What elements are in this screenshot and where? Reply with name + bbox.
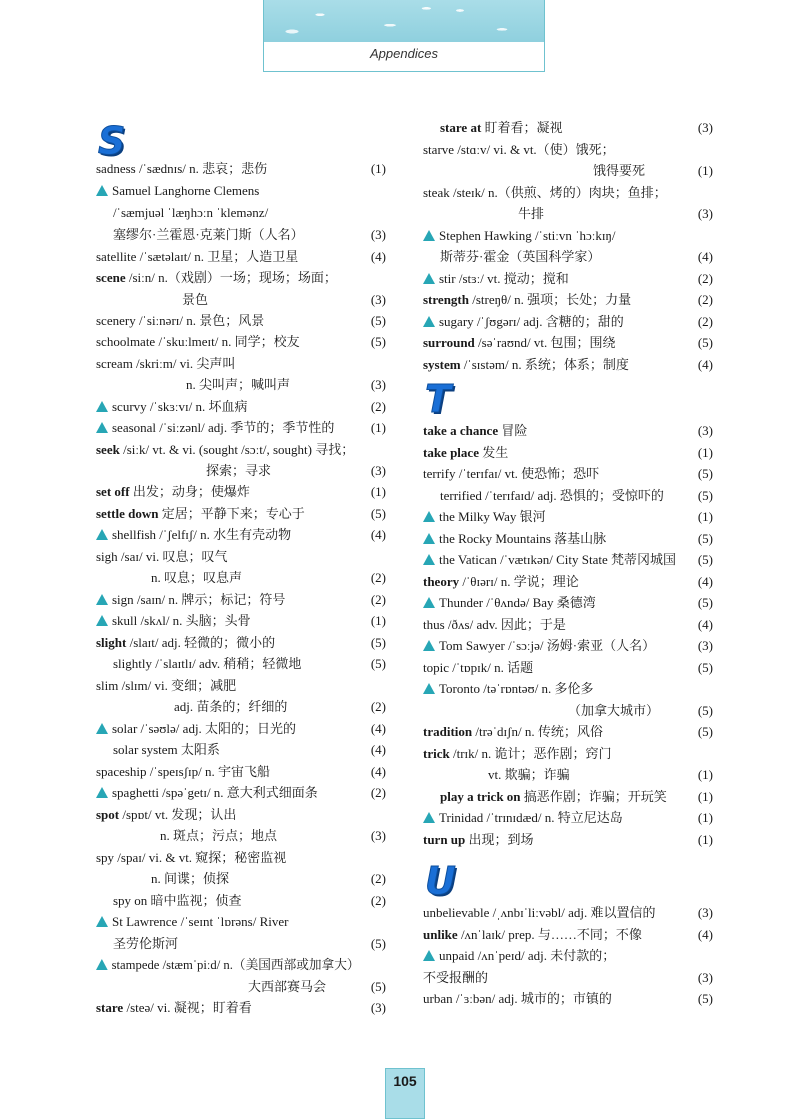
entry-text: spaghetti /spəˈgetɪ/ n. 意大利式细面条 xyxy=(96,782,318,803)
unit-number: (2) xyxy=(370,893,386,908)
glossary-entry xyxy=(96,804,386,825)
entry-text: spaceship /ˈspeɪsʃɪp/ n. 宇宙飞船 xyxy=(96,764,271,779)
entry-text: vt. 欺骗；诈骗 xyxy=(488,767,570,782)
new-word-triangle-icon xyxy=(423,316,435,327)
new-word-triangle-icon xyxy=(96,529,108,540)
glossary-entry xyxy=(423,182,713,203)
new-word-triangle-icon xyxy=(423,950,435,961)
unit-number: (5) xyxy=(370,979,386,994)
new-word-triangle-icon xyxy=(96,401,108,412)
glossary-entry xyxy=(96,310,386,331)
unit-number: (5) xyxy=(697,531,713,546)
unit-number: (1) xyxy=(370,420,386,435)
entry-text: sadness /ˈsædnɪs/ n. 悲哀；悲伤 xyxy=(96,161,268,176)
unit-number: (5) xyxy=(697,488,713,503)
entry-text: spy /spaɪ/ vi. & vt. 窥探；秘密监视 xyxy=(96,850,287,865)
unit-number: (1) xyxy=(697,163,713,178)
unit-number: (2) xyxy=(370,592,386,607)
unit-number: (2) xyxy=(697,292,713,307)
entry-text: spot /spɒt/ vt. 发现；认出 xyxy=(96,807,237,822)
entry-text: thus /ðʌs/ adv. 因此；于是 xyxy=(423,617,566,632)
unit-number: (2) xyxy=(370,871,386,886)
entry-text: 牛排 xyxy=(518,206,545,221)
entry-text: play a trick on 搞恶作剧；诈骗；开玩笑 xyxy=(440,789,667,804)
entry-text: satellite /ˈsætəlaɪt/ n. 卫星；人造卫星 xyxy=(96,249,299,264)
entry-text: slightly /ˈslaɪtlɪ/ adv. 稍稍；轻微地 xyxy=(113,656,302,671)
glossary-entry xyxy=(96,911,386,932)
entry-text: shellfish /ˈʃelfɪʃ/ n. 水生有壳动物 xyxy=(96,524,291,545)
glossary-entry xyxy=(423,354,713,375)
entry-text: terrified /ˈterɪfaɪd/ adj. 恐惧的；受惊吓的 xyxy=(440,488,664,503)
entry-text: take a chance 冒险 xyxy=(423,423,528,438)
glossary-entry xyxy=(96,353,386,374)
unit-number: (2) xyxy=(370,399,386,414)
glossary-entry xyxy=(96,417,386,438)
letter-heading-t: T xyxy=(425,377,451,421)
entry-text: scene /siːn/ n.（戏剧）一场；现场；场面； xyxy=(96,270,337,285)
glossary-entry xyxy=(423,485,713,506)
unit-number: (4) xyxy=(370,742,386,757)
new-word-triangle-icon xyxy=(423,640,435,651)
entry-text: trick /trɪk/ n. 诡计；恶作剧；窍门 xyxy=(423,746,612,761)
glossary-entry xyxy=(96,825,386,846)
entry-text: starve /stɑːv/ vi. & vt.（使）饿死； xyxy=(423,142,615,157)
glossary-entry xyxy=(96,158,386,179)
entry-text: theory /ˈθɪərɪ/ n. 学说；理论 xyxy=(423,574,579,589)
entry-text: set off 出发；动身；使爆炸 xyxy=(96,484,250,499)
glossary-entry xyxy=(96,696,386,717)
glossary-entry xyxy=(423,225,713,246)
entry-text: stare /steə/ vi. 凝视；盯着看 xyxy=(96,1000,252,1015)
unit-number: (4) xyxy=(370,527,386,542)
entry-text: Toronto /təˈrɒntəʊ/ n. 多伦多 xyxy=(423,678,594,699)
unit-number: (2) xyxy=(370,699,386,714)
glossary-entry xyxy=(423,614,713,635)
entry-text: stare at 盯着看；凝视 xyxy=(440,120,563,135)
unit-number: (3) xyxy=(697,206,713,221)
glossary-entry xyxy=(96,976,386,997)
unit-number: (4) xyxy=(697,617,713,632)
unit-number: (1) xyxy=(697,445,713,460)
glossary-entry xyxy=(96,331,386,352)
unit-number: (5) xyxy=(370,656,386,671)
glossary-entry xyxy=(96,180,386,201)
entry-text: adj. 苗条的；纤细的 xyxy=(174,699,288,714)
entry-text: Thunder /ˈθʌndə/ Bay 桑德湾 xyxy=(423,592,596,613)
glossary-entry xyxy=(423,246,713,267)
glossary-entry xyxy=(423,139,713,160)
unit-number: (1) xyxy=(697,509,713,524)
unit-number: (5) xyxy=(697,552,713,567)
new-word-triangle-icon xyxy=(96,422,108,433)
entry-text: take place 发生 xyxy=(423,445,509,460)
glossary-entry xyxy=(423,721,713,742)
glossary-entry xyxy=(96,782,386,803)
glossary-entry xyxy=(96,267,386,288)
unit-number: (3) xyxy=(370,227,386,242)
entry-text: 饿得要死 xyxy=(593,163,646,178)
glossary-entry xyxy=(96,546,386,567)
glossary-entry xyxy=(96,439,386,460)
entry-text: solar system 太阳系 xyxy=(113,742,220,757)
glossary-entry xyxy=(96,246,386,267)
glossary-entry xyxy=(423,506,713,527)
entry-text: seasonal /ˈsiːzənl/ adj. 季节的；季节性的 xyxy=(96,417,334,438)
entry-text: the Milky Way 银河 xyxy=(423,506,546,527)
unit-number: (5) xyxy=(697,991,713,1006)
unit-number: (1) xyxy=(370,613,386,628)
glossary-entry xyxy=(96,610,386,631)
new-word-triangle-icon xyxy=(423,533,435,544)
unit-number: (4) xyxy=(697,357,713,372)
entry-text: slim /slɪm/ vi. 变细；减肥 xyxy=(96,678,237,693)
glossary-entry xyxy=(423,528,713,549)
unit-number: (4) xyxy=(370,764,386,779)
entry-text: strength /streŋθ/ n. 强项；长处；力量 xyxy=(423,292,632,307)
entry-text: unbelievable /ˌʌnbɪˈliːvəbl/ adj. 难以置信的 xyxy=(423,905,656,920)
glossary-entry xyxy=(96,675,386,696)
glossary-entry xyxy=(96,890,386,911)
unit-number: (5) xyxy=(697,595,713,610)
entry-text: skull /skʌl/ n. 头脑；头骨 xyxy=(96,610,251,631)
new-word-triangle-icon xyxy=(423,230,435,241)
entry-text: the Rocky Mountains 落基山脉 xyxy=(423,528,606,549)
unit-number: (5) xyxy=(370,936,386,951)
entry-text: solar /ˈsəʊlə/ adj. 太阳的；日光的 xyxy=(96,718,296,739)
unit-number: (3) xyxy=(370,377,386,392)
section-title: Appendices xyxy=(370,46,438,61)
glossary-entry xyxy=(423,678,713,699)
unit-number: (3) xyxy=(697,970,713,985)
new-word-triangle-icon xyxy=(96,615,108,626)
entry-text: seek /siːk/ vt. & vi. (sought /sɔːt/, sought) 寻找； xyxy=(96,442,355,457)
glossary-entry xyxy=(96,224,386,245)
unit-number: (4) xyxy=(697,927,713,942)
unit-number: (3) xyxy=(697,120,713,135)
unit-number: (5) xyxy=(370,313,386,328)
entry-text: /ˈsæmjuəl ˈlæŋhɔːn ˈklemənz/ xyxy=(113,205,269,220)
glossary-entry xyxy=(423,332,713,353)
glossary-entry xyxy=(423,635,713,656)
glossary-entry xyxy=(423,117,713,138)
header-decoration xyxy=(264,0,544,42)
glossary-entry xyxy=(96,289,386,310)
glossary-entry xyxy=(423,442,713,463)
unit-number: (4) xyxy=(697,574,713,589)
glossary-entry xyxy=(423,203,713,224)
glossary-entry xyxy=(96,481,386,502)
entry-text: （加拿大城市） xyxy=(568,703,660,718)
glossary-entry xyxy=(96,202,386,223)
glossary-entry xyxy=(96,374,386,395)
unit-number: (1) xyxy=(370,484,386,499)
entry-text: n. 尖叫声；喊叫声 xyxy=(186,377,291,392)
entry-text: settle down 定居；平静下来；专心于 xyxy=(96,506,305,521)
glossary-entry xyxy=(423,764,713,785)
entry-text: urban /ˈɜːbən/ adj. 城市的；市镇的 xyxy=(423,991,612,1006)
unit-number: (4) xyxy=(370,721,386,736)
letter-heading-s: S xyxy=(98,119,126,163)
entry-text: unlike /ʌnˈlaɪk/ prep. 与……不同；不像 xyxy=(423,927,642,942)
entry-text: turn up 出现；到场 xyxy=(423,832,534,847)
unit-number: (1) xyxy=(697,810,713,825)
entry-text: the Vatican /ˈvætɪkən/ City State 梵蒂冈城国 xyxy=(423,549,676,570)
entry-text: 大西部赛马会 xyxy=(248,979,327,994)
new-word-triangle-icon xyxy=(96,959,108,970)
glossary-entry xyxy=(96,632,386,653)
glossary-entry xyxy=(96,933,386,954)
glossary-entry xyxy=(423,420,713,441)
unit-number: (2) xyxy=(370,785,386,800)
entry-text: topic /ˈtɒpɪk/ n. 话题 xyxy=(423,660,534,675)
new-word-triangle-icon xyxy=(96,594,108,605)
entry-text: 景色 xyxy=(182,292,209,307)
glossary-entry xyxy=(423,967,713,988)
glossary-entry xyxy=(423,311,713,332)
entry-text: steak /steɪk/ n.（供煎、烤的）肉块；鱼排； xyxy=(423,185,667,200)
glossary-entry xyxy=(96,653,386,674)
entry-text: 圣劳伦斯河 xyxy=(113,936,179,951)
page-number: 105 xyxy=(393,1073,417,1089)
unit-number: (5) xyxy=(697,335,713,350)
entry-text: sugary /ˈʃʊgərɪ/ adj. 含糖的；甜的 xyxy=(423,311,624,332)
unit-number: (3) xyxy=(370,1000,386,1015)
unit-number: (5) xyxy=(697,466,713,481)
glossary-entry xyxy=(96,567,386,588)
entry-text: 斯蒂芬·霍金（英国科学家） xyxy=(440,249,601,264)
glossary-entry xyxy=(423,592,713,613)
entry-text: St Lawrence /ˈseɪnt ˈlɒrəns/ River xyxy=(96,911,288,932)
glossary-entry xyxy=(423,160,713,181)
entry-text: scream /skriːm/ vi. 尖声叫 xyxy=(96,356,236,371)
entry-text: unpaid /ʌnˈpeɪd/ adj. 未付款的； xyxy=(423,945,615,966)
entry-text: surround /səˈraʊnd/ vt. 包围；围绕 xyxy=(423,335,616,350)
unit-number: (4) xyxy=(370,249,386,264)
glossary-entry xyxy=(423,829,713,850)
entry-text: sign /saɪn/ n. 牌示；标记；符号 xyxy=(96,589,285,610)
glossary-entry xyxy=(96,847,386,868)
glossary-entry xyxy=(423,743,713,764)
unit-number: (2) xyxy=(370,570,386,585)
glossary-entry xyxy=(96,954,386,975)
glossary-entry xyxy=(423,807,713,828)
entry-text: scenery /ˈsiːnərɪ/ n. 景色；风景 xyxy=(96,313,265,328)
entry-text: sigh /saɪ/ vi. 叹息；叹气 xyxy=(96,549,228,564)
new-word-triangle-icon xyxy=(423,273,435,284)
unit-number: (1) xyxy=(697,767,713,782)
glossary-entry xyxy=(423,988,713,1009)
entry-text: stir /stɜː/ vt. 搅动；搅和 xyxy=(423,268,569,289)
new-word-triangle-icon xyxy=(423,683,435,694)
unit-number: (5) xyxy=(697,660,713,675)
unit-number: (3) xyxy=(697,905,713,920)
entry-text: Stephen Hawking /ˈstiːvn ˈhɔːkɪŋ/ xyxy=(423,225,616,246)
glossary-entry xyxy=(423,463,713,484)
new-word-triangle-icon xyxy=(96,916,108,927)
unit-number: (3) xyxy=(370,463,386,478)
entry-text: slight /slaɪt/ adj. 轻微的；微小的 xyxy=(96,635,276,650)
glossary-entry xyxy=(96,503,386,524)
entry-text: n. 叹息；叹息声 xyxy=(151,570,243,585)
glossary-entry xyxy=(96,396,386,417)
entry-text: scurvy /ˈskɜːvɪ/ n. 坏血病 xyxy=(96,396,247,417)
new-word-triangle-icon xyxy=(423,554,435,565)
entry-text: spy on 暗中监视；侦查 xyxy=(113,893,242,908)
glossary-entry xyxy=(96,868,386,889)
unit-number: (2) xyxy=(697,314,713,329)
new-word-triangle-icon xyxy=(423,812,435,823)
entry-text: stampede /stæmˈpiːd/ n.（美国西部或加拿大） xyxy=(96,954,360,975)
new-word-triangle-icon xyxy=(96,787,108,798)
unit-number: (1) xyxy=(370,161,386,176)
glossary-entry xyxy=(423,700,713,721)
entry-text: Samuel Langhorne Clemens xyxy=(96,180,259,201)
entry-text: schoolmate /ˈskuːlmeɪt/ n. 同学；校友 xyxy=(96,334,300,349)
new-word-triangle-icon xyxy=(423,597,435,608)
glossary-entry xyxy=(423,657,713,678)
glossary-entry xyxy=(96,718,386,739)
unit-number: (1) xyxy=(697,789,713,804)
glossary-entry xyxy=(96,739,386,760)
unit-number: (4) xyxy=(697,249,713,264)
unit-number: (5) xyxy=(370,635,386,650)
entry-text: n. 斑点；污点；地点 xyxy=(160,828,278,843)
glossary-entry xyxy=(423,571,713,592)
glossary-entry xyxy=(423,902,713,923)
entry-text: tradition /trəˈdɪʃn/ n. 传统；风俗 xyxy=(423,724,603,739)
unit-number: (2) xyxy=(697,271,713,286)
page-number-tab xyxy=(385,1068,425,1119)
new-word-triangle-icon xyxy=(96,185,108,196)
unit-number: (3) xyxy=(370,828,386,843)
glossary-entry xyxy=(423,945,713,966)
entry-text: Trinidad /ˈtrɪnɪdæd/ n. 特立尼达岛 xyxy=(423,807,623,828)
glossary-entry xyxy=(423,549,713,570)
glossary-entry xyxy=(96,997,386,1018)
glossary-entry xyxy=(423,924,713,945)
new-word-triangle-icon xyxy=(423,511,435,522)
entry-text: terrify /ˈterɪfaɪ/ vt. 使恐怖；恐吓 xyxy=(423,466,600,481)
glossary-entry xyxy=(96,589,386,610)
page-header xyxy=(263,0,545,72)
unit-number: (5) xyxy=(697,703,713,718)
glossary-entry xyxy=(423,786,713,807)
unit-number: (5) xyxy=(697,724,713,739)
unit-number: (3) xyxy=(697,423,713,438)
entry-text: 塞缪尔·兰霍恩·克莱门斯（人名） xyxy=(113,227,304,242)
unit-number: (5) xyxy=(370,506,386,521)
unit-number: (3) xyxy=(370,292,386,307)
unit-number: (3) xyxy=(697,638,713,653)
entry-text: n. 间谍；侦探 xyxy=(151,871,230,886)
letter-heading-u: U xyxy=(425,859,456,903)
entry-text: 不受报酬的 xyxy=(423,970,489,985)
new-word-triangle-icon xyxy=(96,723,108,734)
entry-text: Tom Sawyer /ˈsɔːjə/ 汤姆·索亚（人名） xyxy=(423,635,655,656)
glossary-entry xyxy=(96,460,386,481)
unit-number: (1) xyxy=(697,832,713,847)
glossary-entry xyxy=(423,289,713,310)
entry-text: 探索；寻求 xyxy=(206,463,272,478)
glossary-entry xyxy=(96,524,386,545)
entry-text: system /ˈsɪstəm/ n. 系统；体系；制度 xyxy=(423,357,629,372)
glossary-entry xyxy=(96,761,386,782)
unit-number: (5) xyxy=(370,334,386,349)
glossary-entry xyxy=(423,268,713,289)
